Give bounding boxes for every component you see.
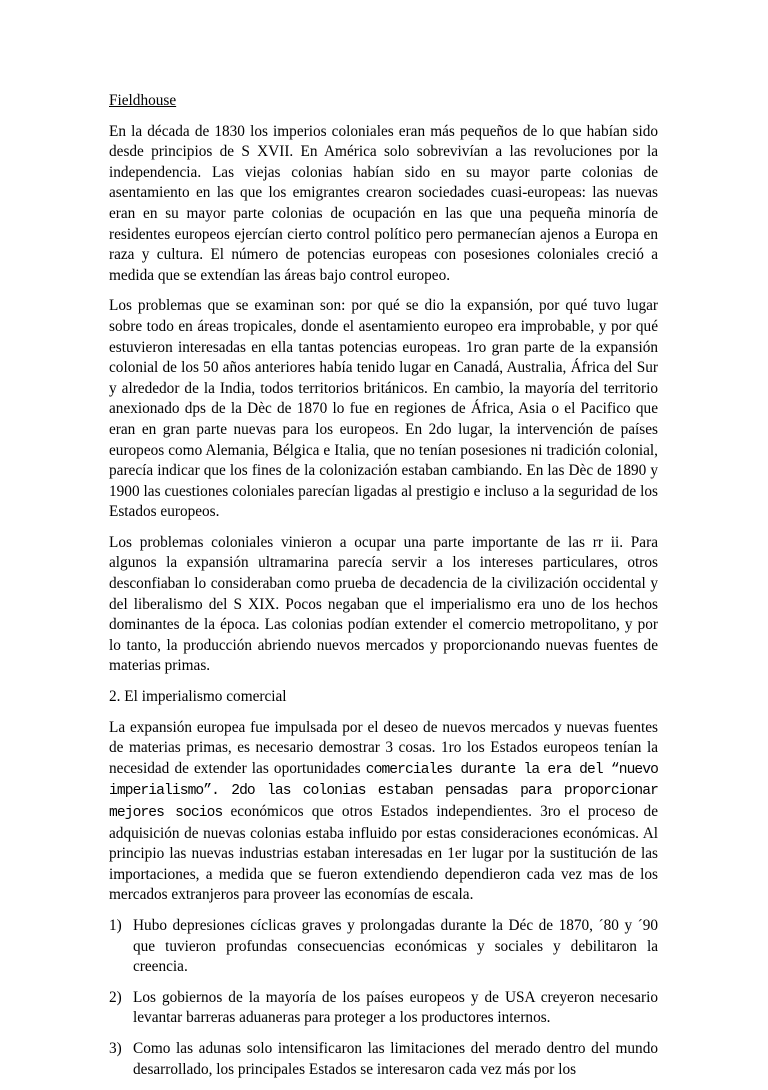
list-item [109,916,658,978]
paragraph-4-part-a: La expansión europea fue impulsada por el deseo de nuevos mercados y nuevas fuentes de materias primas, es necesario demostrar 3 cosas. 1ro los Estados europeos tenían la necesidad de extender las oportunidades [109,718,658,777]
document-page [109,84,658,1090]
numbered-list [109,916,658,1080]
list-item [109,1039,658,1080]
paragraph-4-part-b: económicos que otros Estados independientes. 3ro el proceso de adquisición de nuevas colonias estaba influido por estas consideraciones económicas. Al principio las nuevas industrias estaban interesadas en 1er lugar por la sustitución de las importaciones, a medida que se fueron extendiendo dependieron cada vez mas de los mercados extranjeros para proveer las economías de escala. [109,803,658,904]
paragraph-4-mono-part: comerciales durante la era del “nuevo imperialismo”. 2do las colonias estaban pensadas para proporcionar mejores socios [109,761,659,821]
paragraph-4 [109,718,658,906]
list-item-text: Los gobiernos de la mayoría de los países europeos y de USA creyeron necesario levantar barreras aduaneras para proteger a los productores internos. [133,988,658,1027]
paragraph-2: Los problemas que se examinan son: por qué se dio la expansión, por qué tuvo lugar sobre todo en áreas tropicales, donde el asentamiento europeo era improbable, y por qué estuvieron interesadas en ella tantas potencias europeas. 1ro gran parte de la expansión colonial de los 50 años anteriores había tenido lugar en Canadá, Australia, África del Sur y alrededor de la India, todos territorios británicos. En cambio, la mayoría del territorio anexionado dps de la Dèc de 1870 lo fue en regiones de África, Asia o el Pacifico que eran en gran parte nuevas para los europeos. En 2do lugar, la intervención de países europeos como Alemania, Bélgica e Italia, que no tenían posesiones ni tradición colonial, parecía indicar que los fines de la colonización estaban cambiando. En las Dèc de 1890 y 1900 las cuestiones coloniales parecían ligadas al prestigio e incluso a la seguridad de los Estados europeos. [109,297,658,521]
list-item-text: Como las adunas solo intensificaron las limitaciones del merado dentro del mundo desarrollado, los principales Estados se interesaron cada vez más por los [133,1039,658,1078]
paragraph-3: Los problemas coloniales vinieron a ocupar una parte importante de las rr ii. Para algunos la expansión ultramarina parecía servir a los intereses particulares, otros desconfiaban lo consideraban como prueba de decadencia de la civilización occidental y del liberalismo del S XIX. Pocos negaban que el imperialismo era uno de los hechos dominantes de la época. Las colonias podían extender el comercio metropolitano, y por lo tanto, la producción abriendo nuevos mercados y proporcionando nuevas fuentes de materias primas. [109,533,658,675]
list-item-number: 2) [109,988,122,1006]
list-item-text: Hubo depresiones cíclicas graves y prolongadas durante la Déc de 1870, ´80 y ´90 que tuvieron profundas consecuencias económicas y sociales y debilitaron la creencia. [133,916,658,976]
section-heading: 2. El imperialismo comercial [109,688,287,706]
list-item-number: 3) [109,1039,122,1057]
list-item [109,988,658,1029]
list-item-number: 1) [109,916,122,934]
document-title: Fieldhouse [109,92,177,109]
paragraph-1: En la década de 1830 los imperios coloniales eran más pequeños de lo que habían sido desde principios de S XVII. En América solo sobrevivían a las revoluciones por la independencia. Las viejas colonias habían sido en su mayor parte colonias de asentamiento en las que los emigrantes crearon sociedades cuasi-europeas: las nuevas eran en su mayor parte colonias de ocupación en las que una pequeña minoría de residentes europeos ejercían cierto control político pero permanecían ajenos a Europa en raza y cultura. El número de potencias europeas con posesiones coloniales creció a medida que se extendían las áreas bajo control europeo. [109,122,658,284]
